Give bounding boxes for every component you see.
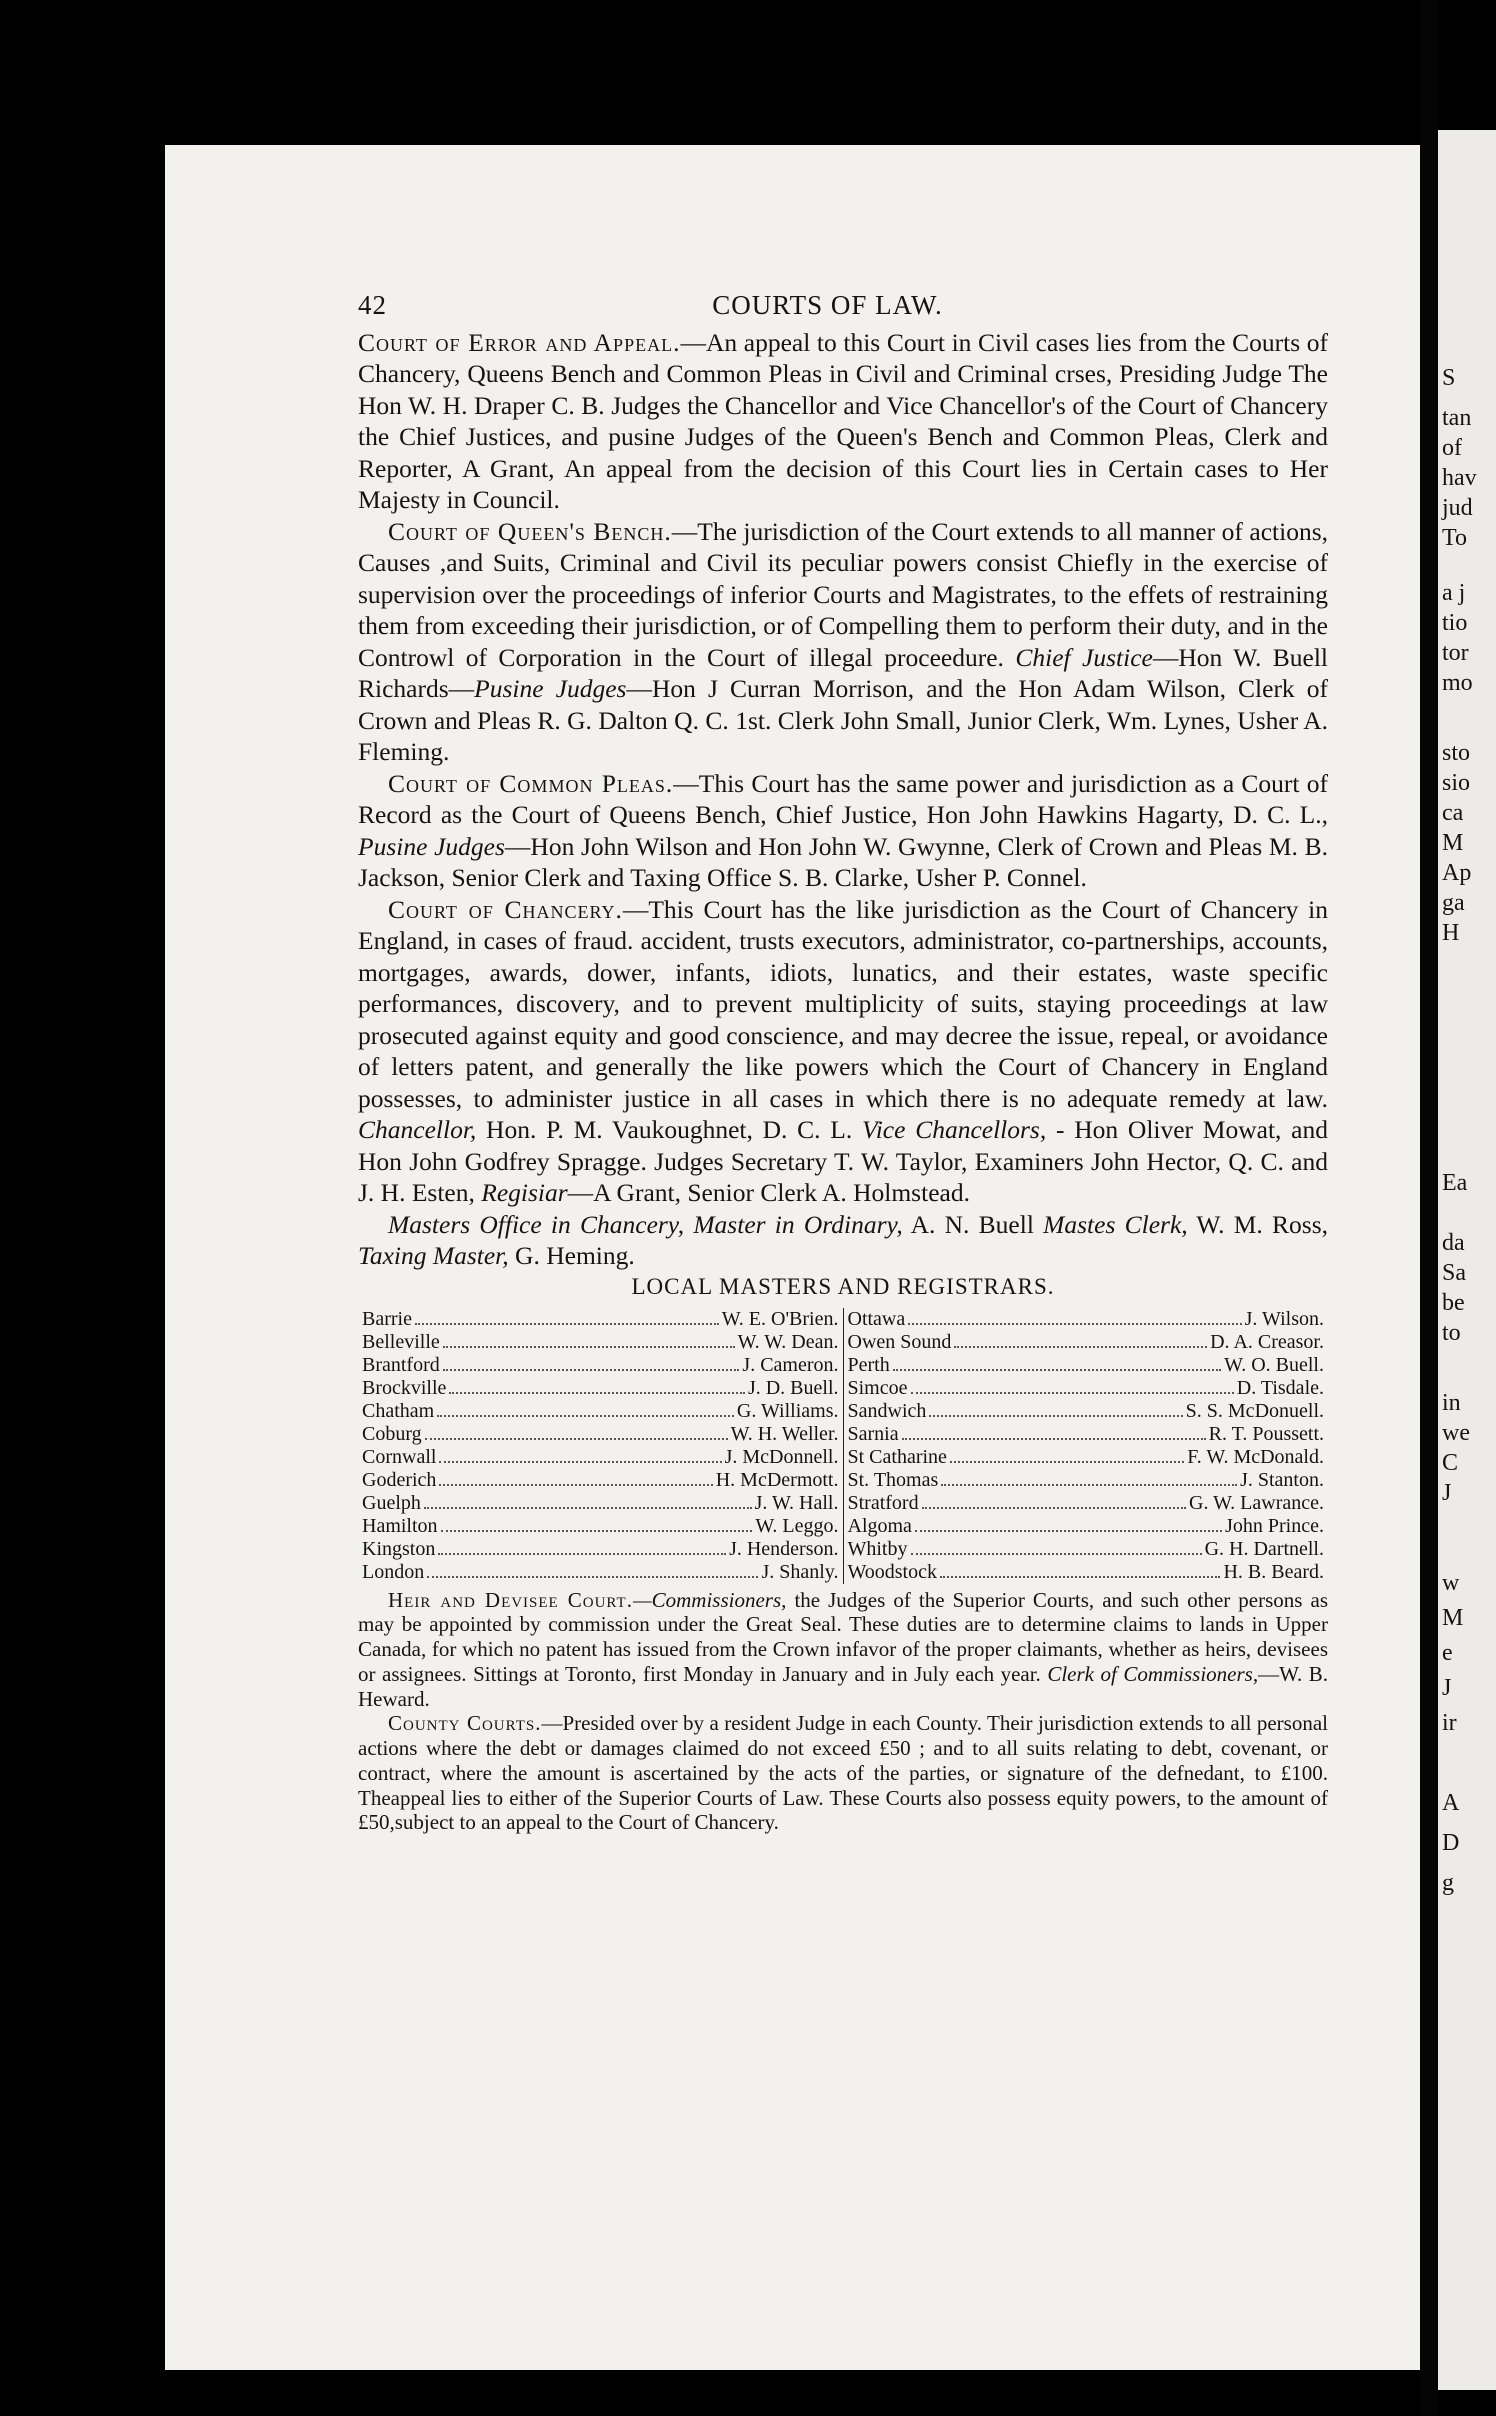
section-queens-bench <box>358 516 1328 768</box>
registrar-place: Sarnia <box>847 1422 899 1445</box>
adjacent-page-text: S <box>1442 365 1456 391</box>
registrar-entry <box>848 1308 1325 1331</box>
section-chancery <box>358 894 1328 1209</box>
leader-dots <box>427 1561 758 1578</box>
leader-dots <box>915 1515 1222 1532</box>
registrar-entry <box>362 1469 839 1492</box>
table-row <box>358 1377 1328 1400</box>
registrar-entry <box>362 1400 839 1423</box>
masters-office-name: A. N. Buell <box>902 1209 1044 1239</box>
chancellor-name: Hon. P. M. Vaukoughnet, D. C. L. <box>476 1115 853 1145</box>
adjacent-page-text: jud <box>1442 495 1473 521</box>
leader-dots <box>438 1538 726 1555</box>
leader-dots <box>443 1331 735 1348</box>
registrar-cell <box>358 1331 843 1354</box>
leader-dots <box>911 1377 1234 1394</box>
adjacent-page-text: e <box>1442 1640 1453 1666</box>
leader-dots <box>902 1423 1206 1440</box>
registrar-entry <box>362 1423 839 1446</box>
registrar-name: J. Henderson. <box>729 1537 839 1560</box>
registrar-entry <box>848 1446 1325 1469</box>
section-body: the Judges of the Superior Courts, and such other persons as may be appointed by commission under the Great Seal. These duties are to determine claims to lands in Upper Canada, for which no patent has issued from the Crown infavor of the proper claimants, whether as heirs, devisees or assignees. Sittings at Toronto, first Monday in January and in July each year. <box>358 1587 1328 1686</box>
clerk-commissioners-name: —W. B. Heward. <box>358 1661 1328 1711</box>
registrar-cell <box>358 1377 843 1400</box>
registrar-place: Barrie <box>362 1307 412 1330</box>
adjacent-page-text: ir <box>1442 1710 1457 1736</box>
adjacent-page-text: Sa <box>1442 1260 1466 1286</box>
leader-dots <box>415 1308 719 1325</box>
adjacent-page-text: mo <box>1442 670 1473 696</box>
chancellor-label: Chancellor, <box>358 1115 477 1145</box>
adjacent-page-text: hav <box>1442 465 1477 491</box>
registrar-place: Sandwich <box>847 1399 927 1422</box>
adjacent-page-text: Ea <box>1442 1170 1468 1196</box>
adjacent-page-text: Ap <box>1442 860 1472 886</box>
pusine-label: Pusine Judges <box>358 831 505 861</box>
registrar-place: Coburg <box>362 1422 422 1445</box>
registrar-name: W. E. O'Brien. <box>721 1307 839 1330</box>
registrar-entry <box>362 1515 839 1538</box>
section-body: —An appeal to this Court in Civil cases lies from the Courts of Chancery, Queens Bench and Common Pleas in Civil and Criminal crses, Presiding Judge The Hon W. H. Draper C. B. Judges the Chancellor and Vice Chancellor's of the Court of Chancery the Chief Justices, and pusine Judges of the Queen's Bench and Common Pleas, Clerk and Reporter, A Grant, An appeal from the decision of this Court lies in Certain cases to Her Majesty in Council. <box>358 328 1329 515</box>
section-heading: Court of Error and Appeal. <box>358 328 681 357</box>
adjacent-page-text: tor <box>1442 640 1469 666</box>
leader-dots <box>425 1423 728 1440</box>
registrar-place: Algoma <box>847 1514 912 1537</box>
registrar-place: Perth <box>847 1353 890 1376</box>
taxing-master-label: Taxing Master, <box>358 1241 509 1271</box>
section-body: —This Court has the same power and jurisdiction as a Court of Record as the Court of Queens Bench, Chief Justice, Hon John Hawkins Hagarty, D. C. L., <box>358 768 1328 830</box>
adjacent-page-fragment <box>1438 130 1496 2390</box>
masters-clerk-name: W. M. Ross, <box>1187 1209 1328 1239</box>
registrar-cell <box>843 1354 1328 1377</box>
vice-chancellors-label: Vice Chancellors, <box>862 1115 1047 1145</box>
registrar-cell <box>358 1469 843 1492</box>
adjacent-page-text: M <box>1442 830 1464 856</box>
leader-dots <box>437 1400 734 1417</box>
registrar-place: Cornwall <box>362 1445 437 1468</box>
leader-dots <box>893 1354 1221 1371</box>
registrar-cell <box>843 1561 1328 1584</box>
registrar-place: Chatham <box>362 1399 435 1422</box>
registrar-cell <box>843 1469 1328 1492</box>
adjacent-page-text: w <box>1442 1570 1460 1596</box>
registrar-cell <box>843 1446 1328 1469</box>
registrar-name: W. Leggo. <box>755 1514 839 1537</box>
registrar-entry <box>362 1561 839 1584</box>
leader-dots <box>954 1331 1207 1348</box>
registrar-place: Woodstock <box>847 1560 937 1583</box>
registrar-place: St Catharine <box>847 1445 947 1468</box>
registrar-entry <box>848 1469 1325 1492</box>
registrar-name: D. Tisdale. <box>1236 1376 1324 1399</box>
section-heading: County Courts. <box>388 1711 542 1736</box>
section-heading: Heir and Devisee Court. <box>388 1587 633 1612</box>
leader-dots <box>922 1492 1186 1509</box>
registrar-cell <box>843 1515 1328 1538</box>
registrar-name: G. Williams. <box>736 1399 839 1422</box>
section-error-appeal <box>358 327 1328 516</box>
leader-dots <box>929 1400 1182 1417</box>
section-body-rest: —Hon J Curran Morrison, and the Hon Adam Wilson, Clerk of Crown and Pleas R. G. Dalton Q. C. 1st. Clerk John Small, Junior Clerk, Wm. Lynes, Usher A. Fleming. <box>358 674 1329 767</box>
table-row <box>358 1538 1328 1561</box>
section-body: —The jurisdiction of the Court extends to all manner of actions, Causes ,and Suits, Criminal and Civil its peculiar powers consist Chiefly in the exercise of supervision over the proceedings of inferior Courts and Magistrates, to the effets of restraining them from exceeding their jurisdiction, or of Compelling them to perform their duty, and in the Controwl of Corporation in the Court of illegal proceedure. <box>358 516 1328 672</box>
adjacent-page-text: ga <box>1442 890 1465 916</box>
registrar-label: Regisiar <box>481 1178 568 1208</box>
adjacent-page-text: A <box>1442 1790 1460 1816</box>
registrar-cell <box>843 1423 1328 1446</box>
running-head: COURTS OF LAW. <box>712 290 943 320</box>
registrar-name: R. T. Poussett. <box>1208 1422 1324 1445</box>
leader-dots <box>908 1308 1241 1325</box>
registrar-place: Brantford <box>362 1353 440 1376</box>
masters-clerk-label: Mastes Clerk, <box>1043 1209 1188 1239</box>
table-row <box>358 1400 1328 1423</box>
table-row <box>358 1515 1328 1538</box>
leader-dots <box>439 1446 721 1463</box>
adjacent-page-text: C <box>1442 1450 1459 1476</box>
adjacent-page-text: To <box>1442 525 1467 551</box>
registrar-cell <box>843 1331 1328 1354</box>
leader-dots <box>950 1446 1184 1463</box>
registrar-place: Simcoe <box>847 1376 908 1399</box>
registrar-name: J. D. Buell. <box>747 1376 839 1399</box>
registrar-name: —A Grant, Senior Clerk A. Holmstead. <box>567 1178 970 1208</box>
registrar-name: W. W. Dean. <box>737 1330 839 1353</box>
registrar-place: Stratford <box>847 1491 919 1514</box>
adjacent-page-text: tan <box>1442 405 1472 431</box>
vice-chancellors-names: - Hon Oliver Mowat, and Hon John Godfrey Spragge. Judges Secretary T. W. Taylor, Examiners John Hector, Q. C. and J. H. Esten, <box>358 1115 1328 1208</box>
masters-office-label: Masters Office in Chancery, Master in Ordinary, <box>388 1209 903 1239</box>
table-row <box>358 1469 1328 1492</box>
page-header <box>358 290 1328 321</box>
registrar-cell <box>843 1492 1328 1515</box>
registrar-place: Hamilton <box>362 1514 438 1537</box>
registrar-cell <box>358 1400 843 1423</box>
pusine-label: Pusine Judges <box>474 674 627 704</box>
table-row <box>358 1354 1328 1377</box>
registrar-name: J. Shanly. <box>761 1560 839 1583</box>
table-row <box>358 1308 1328 1331</box>
registrar-name: W. H. Weller. <box>730 1422 839 1445</box>
registrar-entry <box>848 1561 1325 1584</box>
leader-dots <box>941 1469 1237 1486</box>
registrar-name: H. B. Beard. <box>1223 1560 1324 1583</box>
registrar-entry <box>848 1515 1325 1538</box>
registrar-entry <box>848 1538 1325 1561</box>
adjacent-page-text: g <box>1442 1870 1454 1896</box>
registrar-entry <box>848 1492 1325 1515</box>
section-heading: Court of Chancery. <box>388 894 623 924</box>
section-body-rest: —Hon John Wilson and Hon John W. Gwynne, Clerk of Crown and Pleas M. B. Jackson, Senior Clerk and Taxing Office S. B. Clarke, Usher P. Connel. <box>358 831 1328 893</box>
registrar-cell <box>843 1377 1328 1400</box>
adjacent-page-text: J <box>1442 1675 1452 1701</box>
registrar-entry <box>362 1377 839 1400</box>
adjacent-page-text: of <box>1442 435 1462 461</box>
leader-dots <box>424 1492 752 1509</box>
registrar-name: D. A. Creasor. <box>1210 1330 1324 1353</box>
adjacent-page-text: be <box>1442 1290 1465 1316</box>
section-heir-devisee <box>358 1588 1328 1712</box>
registrar-entry <box>848 1423 1325 1446</box>
registrar-place: Goderich <box>362 1468 437 1491</box>
registrar-entry <box>362 1538 839 1561</box>
registrar-entry <box>848 1377 1325 1400</box>
masters-office <box>358 1209 1328 1272</box>
chief-justice-label: Chief Justice <box>1015 642 1153 672</box>
page-number: 42 <box>358 290 387 320</box>
registrar-name: J. W. Hall. <box>754 1491 839 1514</box>
registrar-name: J. Stanton. <box>1240 1468 1324 1491</box>
registrar-place: Kingston <box>362 1537 436 1560</box>
adjacent-page-text: H <box>1442 920 1460 946</box>
registrar-name: J. Wilson. <box>1244 1307 1324 1330</box>
adjacent-page-text: to <box>1442 1320 1461 1346</box>
registrar-cell <box>843 1538 1328 1561</box>
commissioners-label: —Commissioners, <box>632 1587 787 1612</box>
scan-border-left <box>0 0 160 2416</box>
adjacent-page-text: ca <box>1442 800 1464 826</box>
registrar-name: F. W. McDonald. <box>1187 1445 1324 1468</box>
table-row <box>358 1561 1328 1584</box>
section-body: —This Court has the like jurisdiction as the Court of Chancery in England, in cases of fraud. accident, trusts executors, administrator, co-partnerships, accounts, mortgages, awards, dower, infants, idiots, lunatics, and their estates, waste specific performances, discovery, and to prevent multiplicity of suits, staying proceedings at law prosecuted against equity and good conscience, and may decree the issue, repeal, or avoidance of letters patent, and generally the like powers which the Court of Chancery in England possesses, to administer justice in all cases in which there is no adequate remedy at law. <box>358 894 1328 1113</box>
registrar-cell <box>358 1561 843 1584</box>
adjacent-page-text: da <box>1442 1230 1465 1256</box>
registrar-name: J. McDonnell. <box>724 1445 839 1468</box>
registrar-name: G. W. Lawrance. <box>1189 1491 1324 1514</box>
adjacent-page-text: tio <box>1442 610 1468 636</box>
section-county-courts <box>358 1711 1328 1835</box>
leader-dots <box>439 1469 712 1486</box>
registrar-place: Ottawa <box>847 1307 906 1330</box>
adjacent-page-text: J <box>1442 1480 1452 1506</box>
registrars-table <box>358 1308 1328 1584</box>
registrar-cell <box>843 1308 1328 1331</box>
registrar-entry <box>848 1354 1325 1377</box>
registrar-entry <box>848 1331 1325 1354</box>
leader-dots <box>441 1515 753 1532</box>
table-row <box>358 1331 1328 1354</box>
registrar-place: London <box>362 1560 425 1583</box>
registrar-place: Belleville <box>362 1330 440 1353</box>
registrar-cell <box>358 1446 843 1469</box>
registrar-cell <box>358 1492 843 1515</box>
registrar-name: H. McDermott. <box>715 1468 839 1491</box>
section-heading: Court of Common Pleas. <box>388 768 674 798</box>
taxing-master-name: G. Heming. <box>508 1241 635 1271</box>
adjacent-page-text: sio <box>1442 770 1471 796</box>
registrar-cell <box>358 1423 843 1446</box>
registrar-place: Whitby <box>847 1537 908 1560</box>
clerk-commissioners-label: Clerk of Commissioners, <box>1047 1661 1259 1686</box>
adjacent-page-text: D <box>1442 1830 1460 1856</box>
chief-justice-name: —Hon W. Buell Richards— <box>358 642 1329 704</box>
section-body: —Presided over by a resident Judge in each County. Their jurisdiction extends to all personal actions where the debt or damages claimed do not exceed £50 ; and to all suits relating to debt, covenant, or contract, where the amount is ascertained by the acts of the parties, or signature of the defnedant, to £100. Theappeal lies to either of the Superior Courts of Law. These Courts also possess equity powers, to the amount of £50,subject to an appeal to the Court of Chancery. <box>358 1711 1329 1835</box>
page-text <box>358 290 1328 1835</box>
registrar-entry <box>848 1400 1325 1423</box>
registrar-place: Brockville <box>362 1376 447 1399</box>
registrar-entry <box>362 1492 839 1515</box>
registrar-cell <box>358 1308 843 1331</box>
registrar-entry <box>362 1354 839 1377</box>
adjacent-page-text: a j <box>1442 580 1466 606</box>
registrar-place: St. Thomas <box>847 1468 939 1491</box>
registrar-cell <box>358 1354 843 1377</box>
leader-dots <box>443 1354 740 1371</box>
leader-dots <box>940 1561 1220 1578</box>
adjacent-page-text: M <box>1442 1605 1464 1631</box>
registrar-entry <box>362 1308 839 1331</box>
registrars-heading: LOCAL MASTERS AND REGISTRARS. <box>631 1273 1055 1299</box>
registrar-name: S. S. McDonuell. <box>1185 1399 1324 1422</box>
registrar-cell <box>358 1538 843 1561</box>
registrar-entry <box>362 1331 839 1354</box>
registrar-place: Owen Sound <box>847 1330 952 1353</box>
page-gutter <box>1420 0 1438 2416</box>
table-row <box>358 1446 1328 1469</box>
adjacent-page-text: sto <box>1442 740 1471 766</box>
table-row <box>358 1492 1328 1515</box>
registrar-cell <box>843 1400 1328 1423</box>
section-common-pleas <box>358 768 1328 894</box>
registrar-cell <box>358 1515 843 1538</box>
leader-dots <box>911 1538 1202 1555</box>
registrar-name: W. O. Buell. <box>1224 1353 1324 1376</box>
registrar-entry <box>362 1446 839 1469</box>
adjacent-page-text: we <box>1442 1420 1470 1446</box>
table-row <box>358 1423 1328 1446</box>
registrar-name: John Prince. <box>1225 1514 1324 1537</box>
adjacent-page-text: in <box>1442 1390 1461 1416</box>
leader-dots <box>449 1377 745 1394</box>
section-heading: Court of Queen's Bench. <box>388 516 672 546</box>
registrar-place: Guelph <box>362 1491 421 1514</box>
registrar-name: J. Cameron. <box>742 1353 839 1376</box>
registrar-name: G. H. Dartnell. <box>1204 1537 1324 1560</box>
